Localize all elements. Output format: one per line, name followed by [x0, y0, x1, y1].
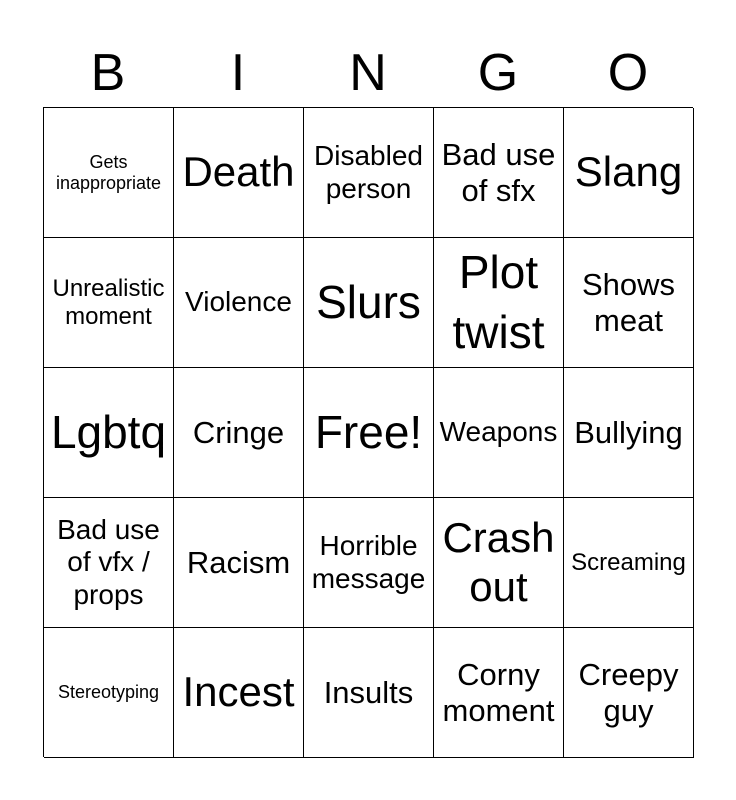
bingo-cell[interactable]: Racism — [174, 498, 304, 628]
bingo-cell[interactable]: Bullying — [564, 368, 694, 498]
bingo-cell[interactable]: Unrealistic moment — [44, 238, 174, 368]
header-letter-o: O — [607, 44, 649, 102]
bingo-cell[interactable]: Gets inappropriate — [44, 108, 174, 238]
header-letter-g: G — [477, 44, 519, 102]
bingo-header — [43, 40, 693, 106]
free-space-cell[interactable]: Free! — [304, 368, 434, 498]
bingo-cell[interactable]: Slurs — [304, 238, 434, 368]
bingo-cell[interactable]: Insults — [304, 628, 434, 758]
bingo-cell[interactable]: Plot twist — [434, 238, 564, 368]
bingo-cell[interactable]: Slang — [564, 108, 694, 238]
bingo-cell[interactable]: Shows meat — [564, 238, 694, 368]
bingo-cell[interactable]: Incest — [174, 628, 304, 758]
bingo-cell[interactable]: Corny moment — [434, 628, 564, 758]
bingo-cell[interactable]: Cringe — [174, 368, 304, 498]
header-letter-i: I — [230, 44, 246, 102]
bingo-cell[interactable]: Horrible message — [304, 498, 434, 628]
bingo-cell[interactable]: Death — [174, 108, 304, 238]
bingo-cell[interactable]: Stereotyping — [44, 628, 174, 758]
bingo-cell[interactable]: Lgbtq — [44, 368, 174, 498]
bingo-cell[interactable]: Weapons — [434, 368, 564, 498]
bingo-cell[interactable]: Bad use of vfx / props — [44, 498, 174, 628]
bingo-cell[interactable]: Screaming — [564, 498, 694, 628]
bingo-cell[interactable]: Crash out — [434, 498, 564, 628]
header-letter-n: N — [349, 44, 387, 102]
bingo-cell[interactable]: Creepy guy — [564, 628, 694, 758]
bingo-cell[interactable]: Violence — [174, 238, 304, 368]
bingo-board — [43, 107, 693, 757]
header-letter-b: B — [90, 44, 126, 102]
bingo-cell[interactable]: Bad use of sfx — [434, 108, 564, 238]
bingo-cell[interactable]: Disabled person — [304, 108, 434, 238]
